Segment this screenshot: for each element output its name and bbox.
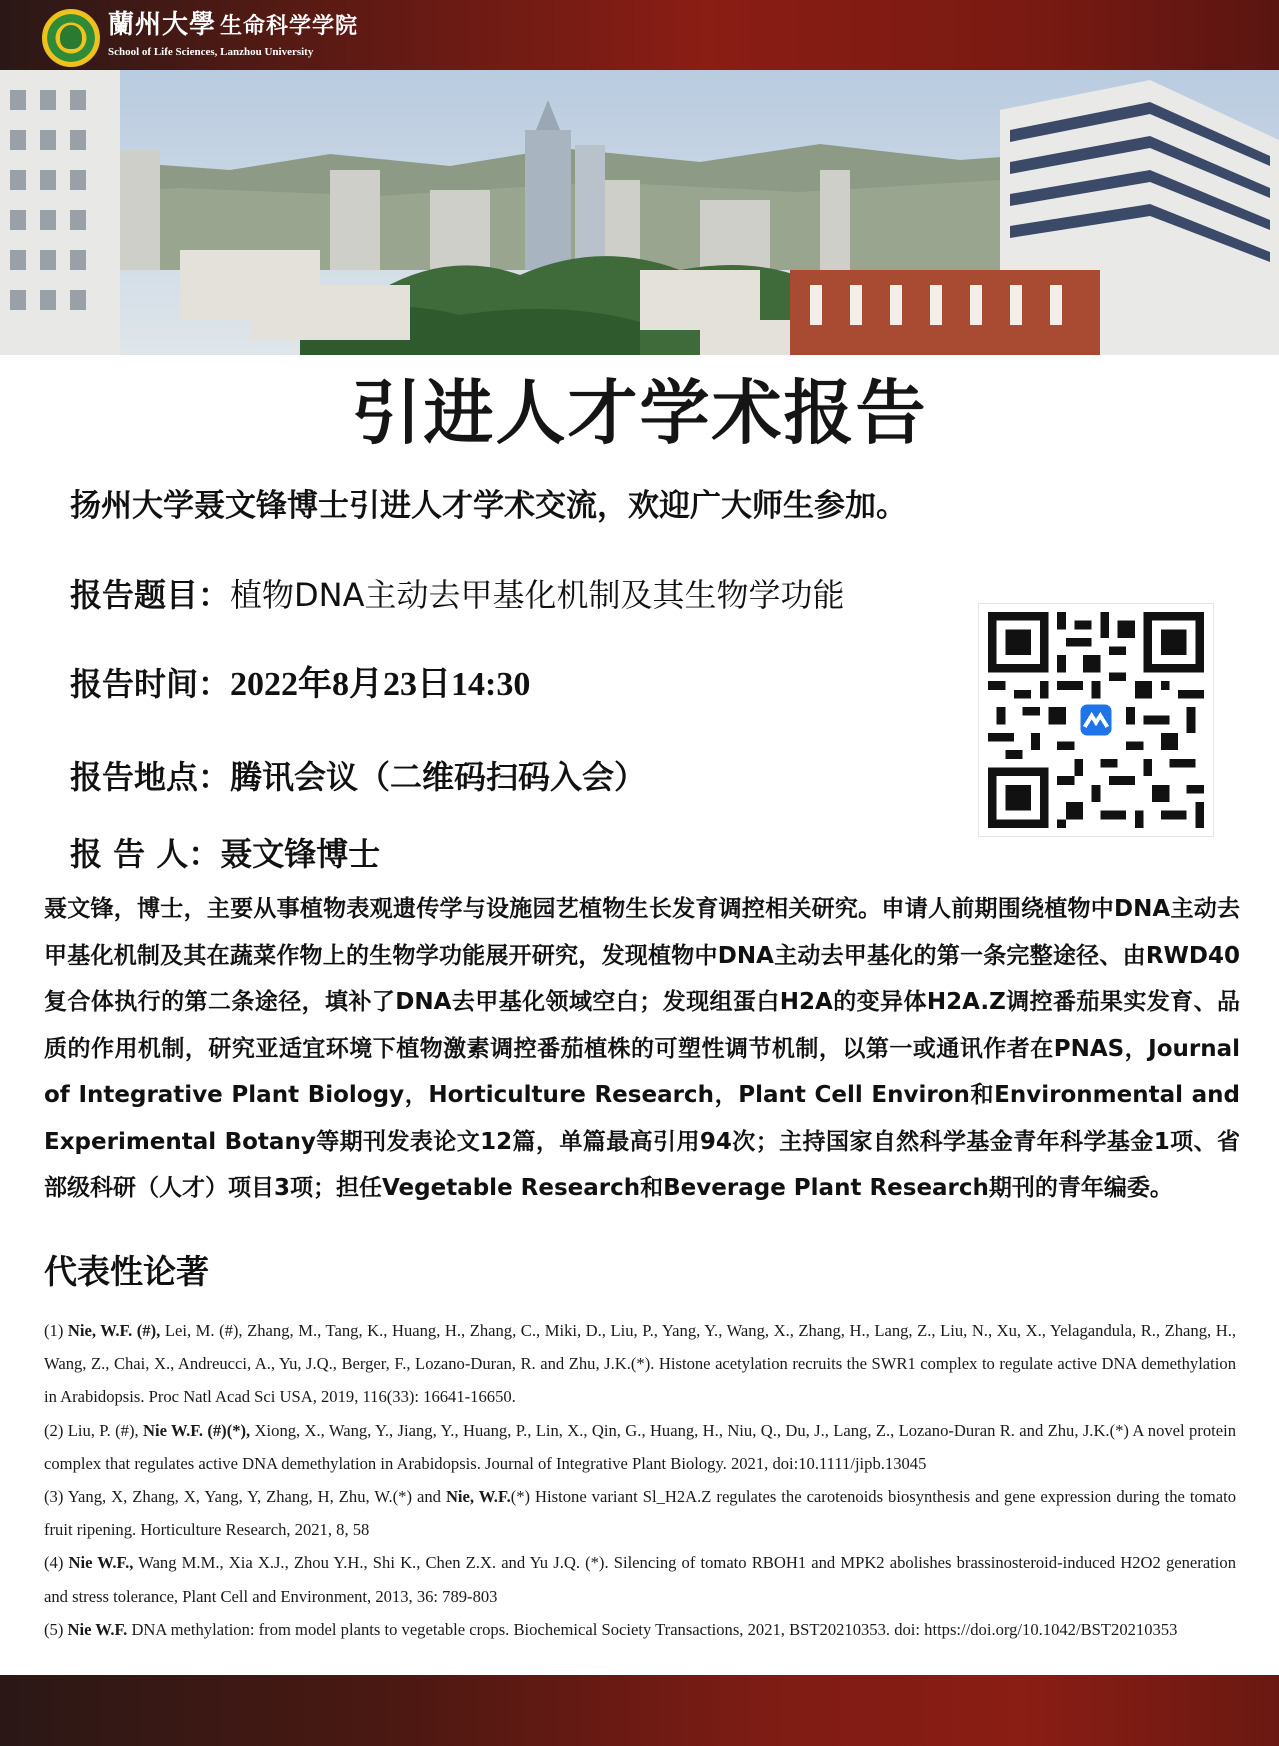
topic-value: 植物DNA主动去甲基化机制及其生物学功能 [230, 576, 845, 614]
talk-speaker [70, 832, 380, 876]
university-name: 蘭州大學 [108, 10, 217, 40]
reference-text: Lei, M. (#), Zhang, M., Tang, K., Huang, H., Zhang, C., Miki, D., Liu, P., Yang, Y., Wang, X., Zhang, H., Lang, Z., Liu, N., Xu, X., Yelagandula, R., Zhang, H., Wang, Z., Chai, X., Andreucci, A., Yu, J.Q., Berger, F., Lozano-Duran, R. and Zhu, J.K.(*). Histone acetylation recruits the SWR1 complex to regulate active DNA demethylation in Arabidopsis. Proc Natl Acad Sci USA, 2019, 116(33): 16641-16650. [44, 1321, 1236, 1407]
reference-author-highlight: Nie, W.F. (#), [67, 1321, 161, 1340]
header-bar [0, 0, 1279, 70]
talk-time [70, 662, 530, 706]
talk-place [70, 755, 646, 799]
reference-text: Xiong, X., Wang, Y., Jiang, Y., Huang, P., Lin, X., Qin, G., Huang, H., Niu, Q., Du, J., Lang, Z., Lozano-Duran R. and Zhu, J.K.(*) A novel protein complex that regulates active DNA demethylation in Arabidopsis. Journal of Integrative Plant Biology. 2021, doi:10.1111/jipb.13045 [44, 1420, 1237, 1473]
topic-label: 报告题目： [70, 576, 231, 614]
reference-number: (1) [44, 1321, 68, 1340]
time-label: 报告时间： [70, 665, 231, 703]
reference-pre-authors: Liu, P. (#), [67, 1420, 143, 1440]
reference-author-highlight: Nie W.F. (#)(*), [143, 1420, 251, 1440]
reference-text: DNA methylation: from model plants to vegetable crops. Biochemical Society Transactions, 2021, BST20210353. doi: https://doi.org/10.1042/BST20210353 [127, 1619, 1178, 1639]
reference-pre-authors: Yang, X, Zhang, X, Yang, Y, Zhang, H, Zhu, W.(*) and [67, 1487, 446, 1507]
reference-author-highlight: Nie W.F., [68, 1553, 134, 1573]
reference-author-highlight: Nie W.F. [67, 1619, 128, 1639]
footer-bar [0, 1675, 1279, 1746]
place-label: 报告地点： [70, 758, 231, 796]
invitation-text: 扬州大学聂文锋博士引进人才学术交流，欢迎广大师生参加。 [70, 488, 907, 524]
reference-author-highlight: Nie, W.F. [445, 1487, 511, 1507]
campus-photo [0, 70, 1279, 355]
speaker-biography: 聂文锋，博士，主要从事植物表观遗传学与设施园艺植物生长发育调控相关研究。申请人前期围绕植物中DNA主动去甲基化机制及其在蔬菜作物上的生物学功能展开研究，发现植物中DNA主动去甲基化的第一条完整途径、由RWD40复合体执行的第二条途径，填补了DNA去甲基化领域空白；发现组蛋白H2A的变异体H2A.Z调控番茄果实发育、品质的作用机制，研究亚适宜环境下植物激素调控番茄植株的可塑性调节机制，以第一或通讯作者在PNAS，Journal of Integrative Plant Biology，Horticulture Research，Plant Cell Environ和Environmental and Experimental Botany等期刊发表论文12篇，单篇最高引用94次；主持国家自然科学基金青年科学基金1项、省部级科研（人才）项目3项；担任Vegetable Research和Beverage Plant Research期刊的青年编委。 [44, 896, 1240, 1201]
department-name: 生命科学学院 [220, 13, 359, 39]
reference-number: (5) [44, 1619, 68, 1639]
place-value: 腾讯会议（二维码扫码入会） [230, 758, 647, 796]
reference-item [44, 1414, 1236, 1480]
reference-item [44, 1314, 1236, 1414]
reference-item [44, 1480, 1236, 1546]
university-emblem-icon [42, 9, 100, 67]
reference-text: Wang M.M., Xia X.J., Zhou Y.H., Shi K., Chen Z.X. and Yu J.Q. (*). Silencing of tomato RBOH1 and MPK2 abolishes brassinosteroid-induced H2O2 generation and stress tolerance, Plant Cell and Environment, 2013, 36: 789-803 [44, 1553, 1236, 1606]
reference-number: (3) [44, 1487, 68, 1507]
reference-number: (4) [44, 1553, 69, 1573]
speaker-value: 聂文锋博士 [220, 835, 381, 873]
logo-text-en: School of Life Sciences, Lanzhou University [108, 46, 314, 58]
reference-item [44, 1546, 1236, 1612]
speaker-label: 报 告 人： [70, 835, 221, 873]
logo-text-cn [108, 8, 358, 42]
reference-number: (2) [44, 1420, 68, 1440]
reference-list [44, 1314, 1236, 1646]
reference-text: (*) Histone variant Sl_H2A.Z regulates the carotenoids biosynthesis and gene expression during the tomato fruit ripening. Horticulture Research, 2021, 8, 58 [44, 1487, 1236, 1540]
reference-item [44, 1613, 1236, 1646]
page-title: 引进人才学术报告 [351, 372, 928, 454]
time-value: 2022年8月23日14:30 [230, 666, 531, 703]
talk-topic [70, 573, 845, 617]
publications-heading: 代表性论著 [44, 1252, 209, 1291]
meeting-qr-code[interactable] [978, 603, 1214, 837]
